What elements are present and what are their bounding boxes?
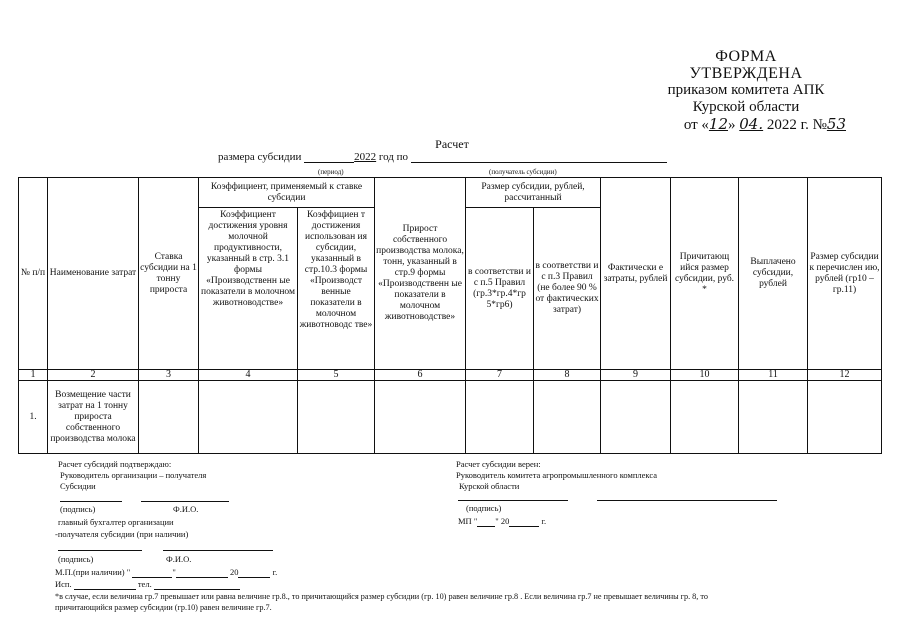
stamp-date-month: 04. — [739, 115, 764, 133]
col-number: 3 — [139, 370, 199, 381]
header-coef-group: Коэффициент, применяемый к ставке субсидии — [199, 178, 375, 208]
col-number: 5 — [298, 370, 375, 381]
accountant-sign-hint: (подпись) — [58, 554, 94, 564]
accountant-fio-line[interactable] — [163, 550, 273, 551]
mp-right-day-blank[interactable] — [477, 517, 495, 527]
header-rate: Ставка субсидии на 1 тонну прироста — [139, 178, 199, 370]
mp-left-g: г. — [272, 567, 278, 577]
footnote-line-1: *в случае, если величина гр.7 превышает или равна величине гр.8., то причитающийся размер субсидии (гр. 10) равен величине гр.8 . Если величина гр.7 не превышает величины гр. 8, то — [55, 592, 708, 601]
row-cell-growth[interactable] — [375, 381, 466, 454]
column-numbers-row — [19, 370, 882, 381]
col-number: 6 — [375, 370, 466, 381]
isp-label: Исп. — [55, 579, 72, 589]
accountant-label: главный бухгалтер организации — [58, 517, 174, 527]
document-subtitle — [218, 151, 667, 163]
header-size2: в соответстви и с п.3 Правил (не более 90 % от фактических затрат) — [534, 208, 601, 370]
row-cell-coef1[interactable] — [199, 381, 298, 454]
right-head-label: Руководитель комитета агропромышленного комплекса — [456, 470, 657, 480]
mp-right-g: г. — [541, 516, 547, 526]
period-blank[interactable] — [304, 152, 354, 163]
right-sign-line[interactable] — [458, 500, 568, 501]
col-number: 12 — [808, 370, 882, 381]
mp-left-line — [55, 567, 277, 578]
col-number: 8 — [534, 370, 601, 381]
left-fio-hint: Ф.И.О. — [173, 504, 199, 514]
mp-left-year: 20 — [229, 567, 239, 577]
right-head-label-2: Курской области — [459, 481, 520, 491]
mp-left-day-blank[interactable] — [132, 568, 172, 578]
header-size1: в соответстви и с п.5 Правил (гр.3*гр.4*гр 5*гр6) — [466, 208, 534, 370]
mp-right-quote: " 20 — [495, 516, 510, 526]
stamp-approved-label: УТВЕРЖДЕНА — [689, 65, 803, 82]
right-confirm-label: Расчет субсидии верен: — [456, 459, 541, 469]
mp-right-year-blank[interactable] — [509, 517, 539, 527]
left-sign-hint: (подпись) — [60, 504, 96, 514]
left-confirm-label: Расчет субсидий подтверждаю: — [58, 459, 172, 469]
row-cell-paid[interactable] — [739, 381, 808, 454]
col-number: 9 — [601, 370, 671, 381]
row-cell-actual[interactable] — [601, 381, 671, 454]
col-number: 2 — [48, 370, 139, 381]
col-number: 4 — [199, 370, 298, 381]
stamp-date-day: 12 — [708, 115, 729, 133]
mp-left-month-blank[interactable] — [176, 568, 228, 578]
document-title: Расчет — [435, 137, 469, 151]
right-fio-line[interactable] — [597, 500, 777, 501]
left-sign-line[interactable] — [60, 501, 122, 502]
col-number: 7 — [466, 370, 534, 381]
mp-right-label: МП " — [458, 516, 478, 526]
subtitle-year: 2022 — [354, 151, 377, 163]
stamp-date-line — [646, 116, 846, 134]
row-cell-transfer[interactable] — [808, 381, 882, 454]
isp-blank[interactable] — [74, 580, 136, 590]
left-head-label: Руководитель организации – получателя — [60, 470, 207, 480]
mp-left-quote: " — [172, 567, 176, 577]
table-row — [19, 381, 882, 454]
col-number: 1 — [19, 370, 48, 381]
footnote-line-2: причитающийся размер субсидии (гр.10) равен величине гр.7. — [55, 603, 272, 612]
row-cell-rate[interactable] — [139, 381, 199, 454]
left-fio-line[interactable] — [141, 501, 229, 502]
row-cell-size1[interactable] — [466, 381, 534, 454]
header-due: Причитающ ийся размер субсидии, руб. * — [671, 178, 739, 370]
header-actual: Фактически е затраты, рублей — [601, 178, 671, 370]
row-name: Возмещение части затрат на 1 тонну прироста собственного производства молока — [48, 381, 139, 454]
subsidy-table — [18, 177, 882, 454]
col-number: 11 — [739, 370, 808, 381]
subtitle-prefix: размера субсидии — [218, 151, 302, 163]
accountant-sign-line[interactable] — [58, 550, 142, 551]
stamp-date-prefix: от « — [683, 117, 709, 133]
header-num: № п/п — [19, 178, 48, 370]
recipient-hint: (получатель субсидии) — [489, 168, 557, 176]
header-transfer: Размер субсидии к перечислен ию, рублей (гр10 – гр.11) — [808, 178, 882, 370]
header-coef1: Коэффициент достижения уровня молочной продуктивности, указанный в стр. 3.1 формы «Производственн ые показатели в молочном животноводстве» — [199, 208, 298, 370]
right-sign-hint: (подпись) — [466, 503, 502, 513]
header-paid: Выплачено субсидии, рублей — [739, 178, 808, 370]
recipient-blank[interactable] — [411, 152, 667, 163]
subtitle-mid: год по — [378, 151, 409, 163]
header-name: Наименование затрат — [48, 178, 139, 370]
row-cell-size2[interactable] — [534, 381, 601, 454]
row-cell-coef2[interactable] — [298, 381, 375, 454]
row-num: 1. — [19, 381, 48, 454]
header-coef2: Коэффициен т достижения использован ия субсидии, указанный в стр.10.3 формы «Производст венные показатели в молочном животноводс тве» — [298, 208, 375, 370]
left-head-label-2: Субсидии — [60, 481, 96, 491]
mp-left-year-blank[interactable] — [238, 568, 270, 578]
tel-blank[interactable] — [154, 580, 240, 590]
mp-right-line — [458, 516, 546, 527]
row-cell-due[interactable] — [671, 381, 739, 454]
approval-stamp — [646, 48, 846, 134]
mp-left-label: М.П.(при наличии) " — [55, 567, 131, 577]
period-hint: (период) — [318, 168, 344, 176]
stamp-order-number: 53 — [826, 115, 846, 133]
stamp-date-suffix: 2022 г. № — [766, 117, 827, 133]
stamp-order-label: приказом комитета АПК — [667, 82, 825, 98]
stamp-form-label: ФОРМА — [715, 48, 777, 65]
accountant-label-2: -получателя субсидии (при наличии) — [55, 529, 189, 539]
header-size-group: Размер субсидии, рублей, рассчитанный — [466, 178, 601, 208]
stamp-date-mid: » — [728, 117, 736, 133]
header-growth: Прирост собственного производства молока, тонн, указанный в стр.9 формы «Производственн ые показатели в молочном животноводстве» — [375, 178, 466, 370]
isp-line — [55, 579, 240, 590]
stamp-region-label: Курской области — [692, 99, 800, 115]
col-number: 10 — [671, 370, 739, 381]
tel-label: тел. — [137, 579, 152, 589]
accountant-fio-hint: Ф.И.О. — [166, 554, 192, 564]
